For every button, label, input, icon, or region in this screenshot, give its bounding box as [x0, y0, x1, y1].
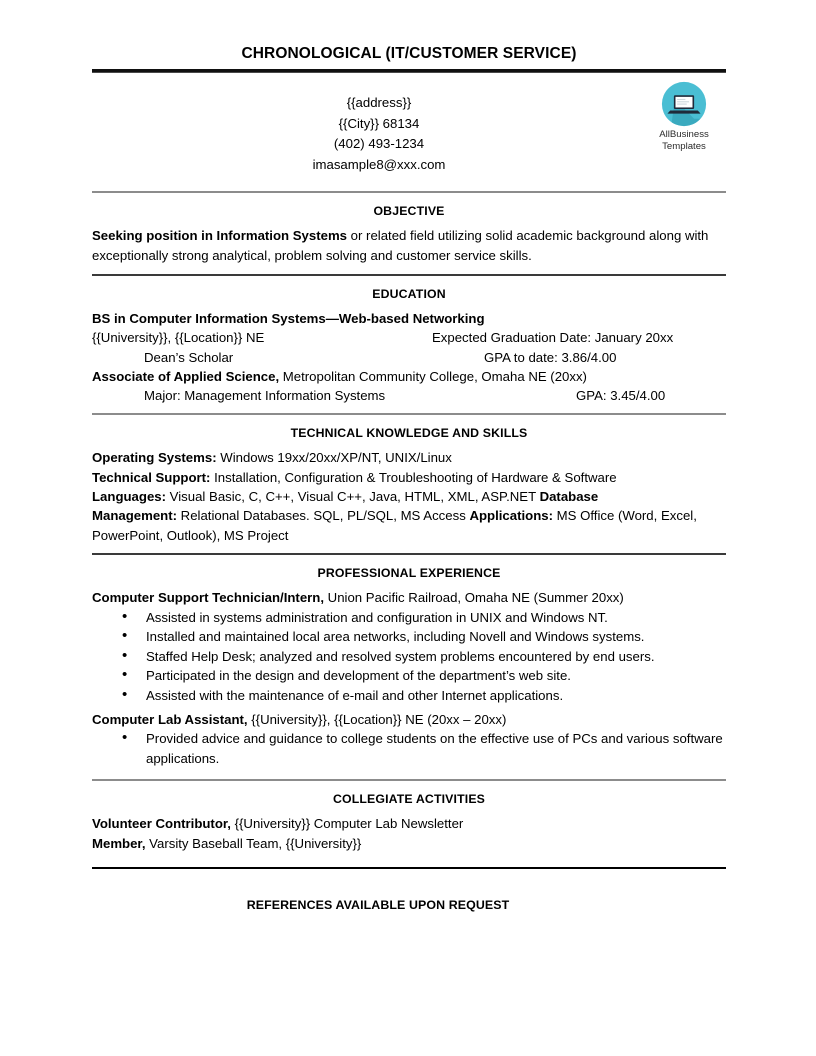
activities-block: [92, 810, 726, 861]
list-item: • Participated in the design and development of the department’s web site.: [92, 666, 726, 686]
education-row-2-right: GPA to date: 3.86/4.00: [484, 349, 617, 365]
section-heading-experience: PROFESSIONAL EXPERIENCE: [317, 565, 501, 580]
experience-job-1-bullets: [92, 608, 726, 706]
education-row-1: [92, 328, 726, 347]
experience-bottom-spacer: [92, 768, 726, 779]
objective-lead: Seeking position in Information Systems: [92, 228, 347, 243]
activities-line-1-role: Volunteer Contributor,: [92, 816, 231, 832]
education-row-2: [92, 348, 726, 367]
section-heading-activities: COLLEGIATE ACTIVITIES: [332, 792, 486, 807]
experience-job-2-role: Computer Lab Assistant,: [92, 711, 248, 727]
experience-job-1-role: Computer Support Technician/Intern,: [92, 589, 325, 605]
skills-value-management: Relational Databases. SQL, PL/SQL, MS Access: [177, 508, 470, 524]
education-degree-1-text: BS in Computer Information Systems—Web-based Networking: [92, 311, 485, 326]
section-heading-skills: TECHNICAL KNOWLEDGE AND SKILLS: [290, 426, 528, 441]
resume-content: [92, 0, 726, 912]
skills-value-languages: Visual Basic, C, C++, Visual C++, Java, HTML, XML, ASP.NET: [166, 489, 540, 505]
laptop-logo-icon: [661, 81, 707, 127]
logo-caption-line1: AllBusiness: [659, 129, 709, 140]
education-block: [92, 305, 726, 413]
skills-line-technical-support: [92, 468, 726, 487]
contact-phone: (402) 493-1234: [333, 136, 425, 151]
page-title: CHRONOLOGICAL (IT/CUSTOMER SERVICE): [241, 45, 577, 62]
references-note: REFERENCES AVAILABLE UPON REQUEST: [246, 897, 510, 912]
skills-label-languages: Languages:: [92, 489, 167, 505]
education-row-3-right: GPA: 3.45/4.00: [576, 388, 666, 404]
experience-job-1-title: [92, 584, 726, 608]
education-row-3: [92, 386, 726, 405]
activities-line-2-detail: Varsity Baseball Team, {{University}}: [145, 835, 362, 851]
list-item: • Assisted with the maintenance of e-mail and other Internet applications.: [92, 686, 726, 706]
list-item: • Installed and maintained local area networks, including Novell and Windows systems.: [92, 627, 726, 647]
education-row-1-left: {{University}}, {{Location}} NE: [92, 330, 265, 346]
activities-line-1: [92, 814, 726, 833]
education-row-2-left: Dean’s Scholar: [144, 349, 234, 365]
logo-caption: [638, 129, 730, 152]
skills-line-management: [92, 506, 726, 545]
skills-label-database: Database: [539, 489, 599, 505]
experience-job-2-detail: {{University}}, {{Location}} NE (20xx – 20xx): [247, 711, 507, 727]
education-row-3-left: Major: Management Information Systems: [144, 388, 386, 404]
skills-label-operating-systems: Operating Systems:: [92, 450, 217, 466]
objective-text: [92, 222, 726, 274]
experience-job-2-title: [92, 706, 726, 730]
contact-city-zip: {{City}} 68134: [338, 115, 420, 131]
skills-label-management: Management:: [92, 508, 177, 524]
skills-line-operating-systems: [92, 448, 726, 467]
activities-line-2-role: Member,: [92, 835, 146, 851]
skills-value-operating-systems: Windows 19xx/20xx/XP/NT, UNIX/Linux: [216, 450, 452, 466]
list-item: • Provided advice and guidance to college students on the effective use of PCs and various software applications.: [92, 729, 726, 768]
experience-job-1-detail: Union Pacific Railroad, Omaha NE (Summer 20xx): [324, 589, 624, 605]
contact-address: {{address}}: [346, 95, 412, 110]
education-row-1-right: Expected Graduation Date: January 20xx: [432, 330, 674, 346]
activities-line-2: [92, 834, 726, 853]
list-item: • Assisted in systems administration and configuration in UNIX and Windows NT.: [92, 608, 726, 628]
education-degree-1: [92, 309, 726, 328]
objective-rest: or related field utilizing solid academic background along with exceptionally strong analytical, problem solving and customer service skills.: [92, 228, 709, 263]
section-heading-education: EDUCATION: [372, 287, 446, 301]
education-degree-2-bold: Associate of Applied Science,: [92, 368, 280, 384]
education-degree-2: [92, 367, 726, 386]
contact-block: [92, 73, 726, 191]
skills-line-languages: [92, 487, 726, 506]
skills-label-applications: Applications:: [469, 508, 553, 524]
experience-job-2-bullets: [92, 729, 726, 768]
education-degree-2-rest: Metropolitan Community College, Omaha NE (20xx): [279, 368, 587, 384]
contact-lines: [92, 93, 726, 175]
skills-value-applications: MS Office (Word, Excel, PowerPoint, Outlook), MS Project: [92, 508, 697, 543]
activities-line-1-detail: {{University}} Computer Lab Newsletter: [230, 816, 464, 832]
skills-block: [92, 444, 726, 552]
skills-value-technical-support: Installation, Configuration & Troubleshooting of Hardware & Software: [210, 469, 617, 485]
logo-caption-line2: Templates: [662, 140, 706, 152]
skills-label-technical-support: Technical Support:: [92, 469, 211, 485]
allbusiness-templates-logo: [638, 81, 730, 152]
section-heading-objective: OBJECTIVE: [373, 204, 445, 218]
list-item: • Staffed Help Desk; analyzed and resolved system problems encountered by end users.: [92, 647, 726, 667]
contact-email: imasample8@xxx.com: [312, 156, 446, 172]
